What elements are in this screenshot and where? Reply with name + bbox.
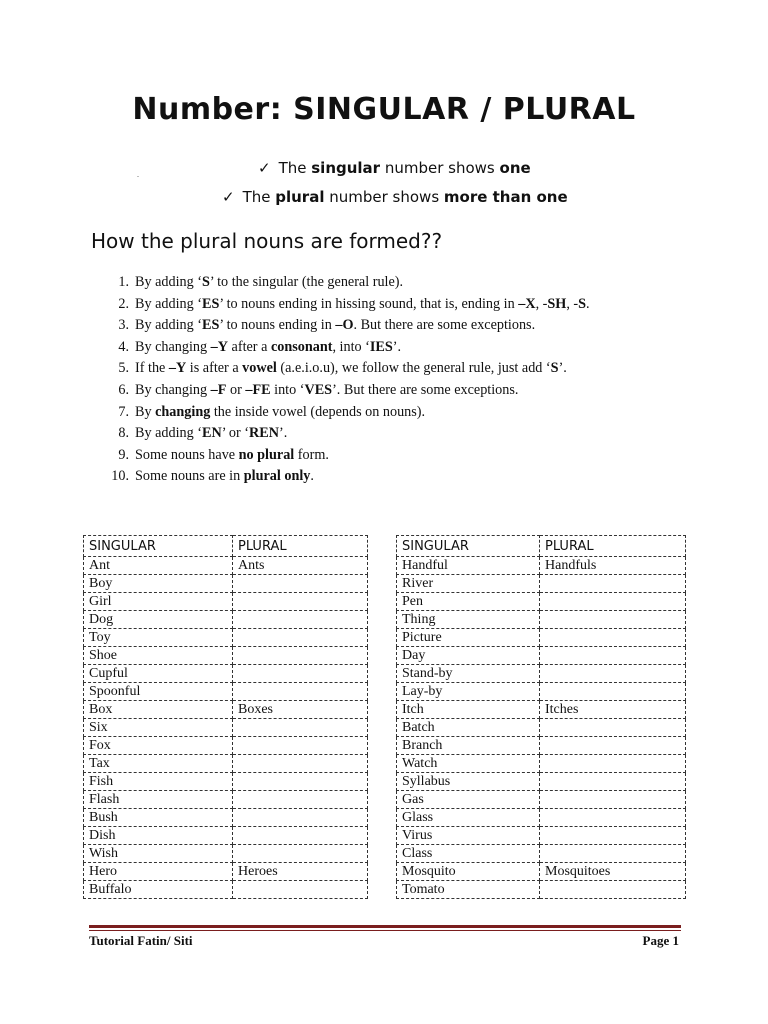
table-row — [397, 863, 686, 881]
rule-text: . — [310, 468, 314, 485]
rule-bold-term: plural only — [243, 468, 311, 485]
rule-item — [118, 294, 590, 316]
table-row — [397, 737, 686, 755]
table-row — [84, 701, 368, 719]
section-heading: How the plural nouns are formed?? — [91, 229, 443, 253]
rule-item — [118, 337, 590, 359]
singular-cell: Shoe — [84, 647, 233, 665]
singular-cell: Picture — [397, 629, 540, 647]
rule-bold-term: –FE — [245, 381, 271, 398]
check-text: number shows — [380, 159, 500, 177]
check-bold-term: singular — [311, 159, 381, 177]
table-row — [397, 773, 686, 791]
plural-cell[interactable] — [233, 683, 368, 701]
check-item-plural — [222, 188, 568, 206]
plural-cell[interactable] — [540, 647, 686, 665]
table-row — [84, 665, 368, 683]
rule-item — [118, 315, 590, 337]
table-row — [397, 629, 686, 647]
table-row — [84, 647, 368, 665]
singular-cell: River — [397, 575, 540, 593]
singular-cell: Syllabus — [397, 773, 540, 791]
check-item-singular — [258, 159, 531, 177]
singular-cell: Bush — [84, 809, 233, 827]
rule-bold-term: SH — [547, 295, 567, 312]
rule-bold-term: –Y — [210, 338, 228, 355]
singular-cell: Ant — [84, 557, 233, 575]
plural-cell[interactable] — [540, 755, 686, 773]
singular-cell: Glass — [397, 809, 540, 827]
rule-number: 8. — [118, 425, 129, 442]
rule-bold-term: –Y — [168, 360, 187, 377]
rule-number: 9. — [118, 446, 129, 463]
rule-text: By adding ‘ — [135, 425, 202, 442]
rule-number: 3. — [118, 317, 129, 334]
plural-cell[interactable] — [233, 665, 368, 683]
rule-item — [118, 423, 590, 445]
table-row — [84, 881, 368, 899]
rule-item — [118, 445, 590, 467]
table-header-row — [397, 536, 686, 557]
column-header-singular: SINGULAR — [84, 536, 233, 557]
check-text: The — [242, 188, 276, 206]
rule-item — [118, 272, 590, 294]
table-row — [84, 755, 368, 773]
table-row — [84, 827, 368, 845]
check-mark-icon: ✓ — [222, 188, 235, 206]
plural-cell[interactable]: Handfuls — [540, 557, 686, 575]
plural-cell[interactable] — [540, 719, 686, 737]
plural-cell[interactable] — [540, 611, 686, 629]
table-row — [84, 845, 368, 863]
singular-cell: Thing — [397, 611, 540, 629]
rule-text: , into ‘ — [332, 338, 370, 355]
rules-list — [111, 272, 590, 488]
singular-cell: Hero — [84, 863, 233, 881]
plural-cell[interactable] — [233, 719, 368, 737]
table-row — [84, 719, 368, 737]
word-table-left — [83, 535, 368, 899]
singular-cell: Gas — [397, 791, 540, 809]
footer-divider — [89, 925, 681, 928]
rule-number: 4. — [118, 338, 129, 355]
rule-number: 5. — [118, 360, 129, 377]
plural-cell[interactable] — [540, 665, 686, 683]
singular-cell: Itch — [397, 701, 540, 719]
check-bold-term: one — [499, 159, 531, 177]
plural-cell[interactable] — [540, 575, 686, 593]
singular-cell: Stand-by — [397, 665, 540, 683]
singular-cell: Virus — [397, 827, 540, 845]
singular-cell: Class — [397, 845, 540, 863]
singular-cell: Dish — [84, 827, 233, 845]
plural-cell[interactable] — [540, 881, 686, 899]
rule-text: If the — [135, 360, 169, 377]
table-row — [397, 611, 686, 629]
rule-text: Some nouns have — [135, 446, 239, 463]
plural-cell[interactable] — [540, 809, 686, 827]
singular-cell: Flash — [84, 791, 233, 809]
plural-cell[interactable] — [233, 881, 368, 899]
rule-bold-term: REN — [249, 425, 279, 442]
rule-text: By changing — [135, 338, 211, 355]
rule-bold-term: no plural — [238, 446, 295, 463]
rule-bold-term: ES — [202, 295, 220, 312]
rule-text: after a — [228, 338, 271, 355]
plural-cell[interactable] — [233, 827, 368, 845]
rule-bold-term: EN — [202, 425, 222, 442]
stray-dot: . — [137, 170, 139, 179]
plural-cell[interactable] — [233, 611, 368, 629]
table-row — [84, 773, 368, 791]
rule-text: . — [586, 295, 590, 312]
plural-cell[interactable]: Boxes — [233, 701, 368, 719]
singular-cell: Spoonful — [84, 683, 233, 701]
rule-text: (a.e.i.o.u), we follow the general rule, just add ‘ — [276, 360, 551, 377]
rule-bold-term: –O — [335, 317, 354, 334]
table-row — [397, 593, 686, 611]
rule-text: ’. — [392, 338, 402, 355]
singular-cell: Wish — [84, 845, 233, 863]
plural-cell[interactable] — [233, 755, 368, 773]
rule-text: , - — [535, 295, 548, 312]
singular-cell: Pen — [397, 593, 540, 611]
rule-number: 6. — [118, 381, 129, 398]
plural-cell[interactable] — [233, 737, 368, 755]
plural-cell[interactable] — [540, 593, 686, 611]
rule-text: into ‘ — [270, 381, 305, 398]
plural-cell[interactable] — [233, 791, 368, 809]
check-bold-term: plural — [275, 188, 325, 206]
table-row — [397, 809, 686, 827]
rule-text: form. — [294, 446, 329, 463]
plural-cell[interactable] — [233, 575, 368, 593]
singular-cell: Day — [397, 647, 540, 665]
rule-bold-term: S — [578, 295, 587, 312]
table-row — [84, 683, 368, 701]
footer-divider-thin — [89, 930, 681, 931]
table-row — [397, 701, 686, 719]
plural-cell[interactable] — [540, 791, 686, 809]
plural-cell[interactable] — [540, 845, 686, 863]
singular-cell: Cupful — [84, 665, 233, 683]
rule-bold-term: vowel — [242, 360, 277, 377]
rule-bold-term: S — [550, 360, 559, 377]
table-row — [397, 575, 686, 593]
table-row — [397, 683, 686, 701]
singular-cell: Girl — [84, 593, 233, 611]
rule-item — [111, 466, 590, 488]
rule-bold-term: S — [202, 274, 210, 290]
table-row — [397, 719, 686, 737]
rule-bold-term: –F — [210, 381, 227, 398]
check-text: number shows — [324, 188, 444, 206]
plural-cell[interactable] — [233, 593, 368, 611]
table-row — [84, 611, 368, 629]
plural-cell[interactable] — [540, 629, 686, 647]
rule-text: ’ to the singular (the general rule). — [209, 274, 404, 290]
rule-text: , - — [566, 295, 579, 312]
rule-text: ’ to nouns ending in hissing sound, that is, ending in — [219, 295, 519, 312]
plural-cell[interactable]: Ants — [233, 557, 368, 575]
singular-cell: Tax — [84, 755, 233, 773]
table-row — [397, 665, 686, 683]
singular-cell: Branch — [397, 737, 540, 755]
rule-text: ’ to nouns ending in — [219, 317, 336, 334]
singular-cell: Batch — [397, 719, 540, 737]
plural-cell[interactable] — [233, 773, 368, 791]
page-title: Number: SINGULAR / PLURAL — [132, 92, 636, 127]
footer-page-number: Page 1 — [642, 933, 679, 948]
rule-text: the inside vowel (depends on nouns). — [210, 403, 426, 420]
table-row — [397, 557, 686, 575]
table-row — [84, 575, 368, 593]
singular-cell: Six — [84, 719, 233, 737]
rule-text: . But there are some exceptions. — [353, 317, 536, 334]
plural-cell[interactable] — [540, 737, 686, 755]
rule-number: 7. — [118, 403, 129, 420]
table-row — [84, 809, 368, 827]
table-row — [84, 863, 368, 881]
singular-cell: Fox — [84, 737, 233, 755]
rule-text: Some nouns are in — [135, 468, 244, 485]
check-bold-term: more than one — [443, 188, 568, 206]
rule-text: or — [226, 381, 246, 398]
rule-text: ’ or ‘ — [221, 425, 250, 442]
singular-cell: Handful — [397, 557, 540, 575]
table-row — [397, 791, 686, 809]
rule-text: By adding ‘ — [135, 274, 202, 290]
rule-text: By — [135, 403, 156, 420]
rule-bold-term: IES — [369, 338, 393, 355]
table-row — [397, 827, 686, 845]
plural-cell[interactable] — [233, 845, 368, 863]
rule-text: By changing — [135, 381, 211, 398]
singular-cell: Dog — [84, 611, 233, 629]
table-row — [397, 881, 686, 899]
rule-number: 10. — [111, 468, 129, 485]
rule-text: ’. But there are some exceptions. — [332, 381, 519, 398]
column-header-plural: PLURAL — [540, 536, 686, 557]
singular-cell: Boy — [84, 575, 233, 593]
rule-bold-term: –X — [518, 295, 536, 312]
column-header-singular: SINGULAR — [397, 536, 540, 557]
table-row — [84, 593, 368, 611]
table-row — [397, 755, 686, 773]
rule-text: ’. — [558, 360, 567, 377]
plural-cell[interactable] — [540, 683, 686, 701]
table-header-row — [84, 536, 368, 557]
rule-item — [118, 380, 590, 402]
plural-cell[interactable] — [540, 773, 686, 791]
plural-cell[interactable] — [233, 809, 368, 827]
plural-cell[interactable] — [233, 647, 368, 665]
singular-cell: Box — [84, 701, 233, 719]
singular-cell: Lay-by — [397, 683, 540, 701]
plural-cell[interactable]: Mosquitoes — [540, 863, 686, 881]
singular-cell: Buffalo — [84, 881, 233, 899]
rule-text: ’. — [279, 425, 288, 442]
table-row — [397, 845, 686, 863]
rule-item — [118, 358, 590, 380]
table-row — [397, 647, 686, 665]
check-text: The — [278, 159, 312, 177]
rule-bold-term: changing — [155, 403, 211, 420]
word-table-right — [396, 535, 686, 899]
plural-cell[interactable]: Itches — [540, 701, 686, 719]
rule-bold-term: consonant — [270, 338, 333, 355]
table-row — [84, 557, 368, 575]
rule-number: 1. — [118, 274, 129, 290]
singular-cell: Fish — [84, 773, 233, 791]
singular-cell: Tomato — [397, 881, 540, 899]
rule-text: By adding ‘ — [135, 295, 202, 312]
rule-item — [118, 402, 590, 424]
plural-cell[interactable] — [540, 827, 686, 845]
rule-bold-term: VES — [304, 381, 333, 398]
table-row — [84, 791, 368, 809]
singular-cell: Mosquito — [397, 863, 540, 881]
footer-author: Tutorial Fatin/ Siti — [89, 933, 193, 948]
singular-cell: Toy — [84, 629, 233, 647]
plural-cell[interactable]: Heroes — [233, 863, 368, 881]
table-row — [84, 737, 368, 755]
rule-bold-term: ES — [202, 317, 220, 334]
rule-text: is after a — [186, 360, 243, 377]
table-row — [84, 629, 368, 647]
plural-cell[interactable] — [233, 629, 368, 647]
check-mark-icon: ✓ — [258, 159, 271, 177]
rule-number: 2. — [118, 295, 129, 312]
rule-text: By adding ‘ — [135, 317, 202, 334]
singular-cell: Watch — [397, 755, 540, 773]
column-header-plural: PLURAL — [233, 536, 368, 557]
